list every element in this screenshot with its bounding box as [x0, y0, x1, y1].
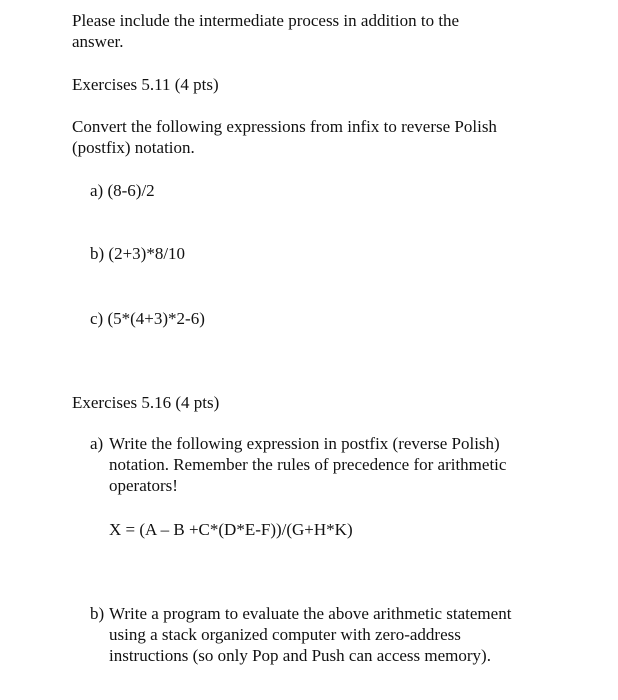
- part-b-line-1: Write a program to evaluate the above arithmetic statement: [109, 604, 512, 623]
- part-a-line-2: notation. Remember the rules of precedence for arithmetic: [109, 455, 507, 474]
- exercise-511-item-b: b) (2+3)*8/10: [90, 244, 186, 263]
- exercise-516-part-b: [90, 603, 570, 666]
- exercise-511-instruction-line-2: (postfix) notation.: [72, 138, 195, 157]
- intro-line-1: Please include the intermediate process in addition to the: [72, 11, 460, 30]
- intro-line-2: answer.: [72, 32, 124, 51]
- exercise-511-item-c: c) (5*(4+3)*2-6): [90, 309, 205, 328]
- part-b-text: [109, 603, 570, 666]
- part-b-line-3: instructions (so only Pop and Push can access memory).: [109, 646, 491, 665]
- part-a-line-3: operators!: [109, 476, 178, 495]
- intro-instructions: [72, 10, 572, 52]
- exercise-511-instruction-line-1: Convert the following expressions from infix to reverse Polish: [72, 117, 497, 136]
- exercise-511-title: Exercises 5.11 (4 pts): [72, 75, 219, 94]
- exercise-511-item-a: a) (8-6)/2: [90, 181, 155, 200]
- exercise-516-title: Exercises 5.16 (4 pts): [72, 393, 220, 412]
- arithmetic-expression: X = (A – B +C*(D*E-F))/(G+H*K): [109, 520, 353, 539]
- part-a-label: a): [90, 434, 104, 453]
- part-b-line-2: using a stack organized computer with zero-address: [109, 625, 461, 644]
- part-b-label: b): [90, 604, 105, 623]
- exercise-516-part-a: [90, 433, 570, 496]
- part-a-text: [109, 433, 570, 496]
- exercise-511-instruction: [72, 116, 572, 158]
- part-a-line-1: Write the following expression in postfix (reverse Polish): [109, 434, 500, 453]
